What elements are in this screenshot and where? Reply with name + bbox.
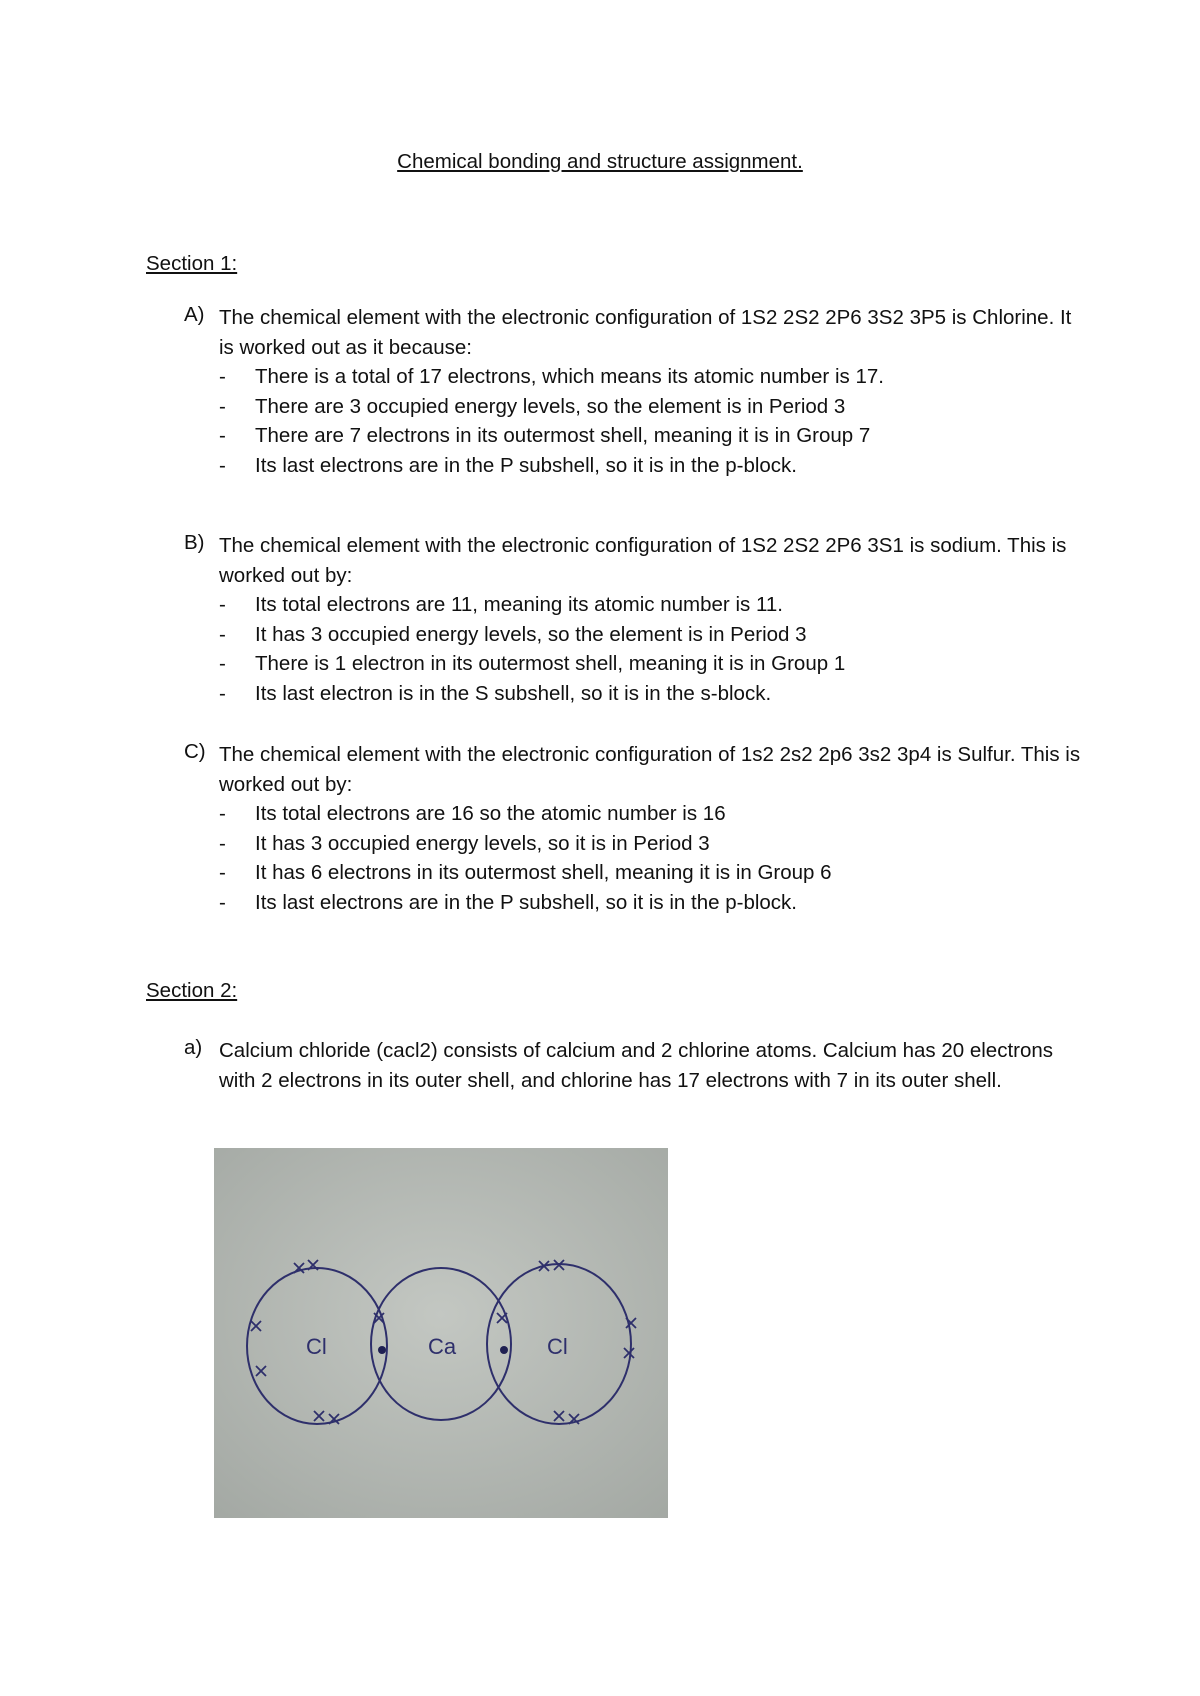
section-2-heading: Section 2:: [146, 979, 238, 1002]
bullet-list: [184, 799, 1084, 917]
list-item: - It has 6 electrons in its outermost shell, meaning it is in Group 6: [219, 861, 832, 884]
section-2-item-a: [184, 1036, 1084, 1095]
item-marker: a): [184, 1036, 203, 1059]
item-marker: C): [184, 740, 206, 763]
calcium-electron-dot: [378, 1346, 386, 1354]
item-marker: A): [184, 303, 205, 326]
list-item: - There is 1 electron in its outermost shell, meaning it is in Group 1: [219, 652, 846, 675]
calcium-electron-dot: [500, 1346, 508, 1354]
list-item: - Its last electron is in the S subshell, so it is in the s-block.: [219, 681, 772, 705]
left-chlorine-label: Cl: [306, 1334, 327, 1359]
list-item: - There is a total of 17 electrons, which means its atomic number is 17.: [219, 365, 884, 388]
bullet-list: [184, 362, 1084, 480]
item-marker: B): [184, 531, 205, 554]
paper-background: [214, 1148, 668, 1518]
item-paragraph: The chemical element with the electronic configuration of 1S2 2S2 2P6 3S2 3P5 is Chlorine. It is worked out as it because:: [219, 306, 1072, 359]
list-item: - There are 7 electrons in its outermost shell, meaning it is in Group 7: [219, 424, 871, 447]
list-item: - Its last electrons are in the P subshell, so it is in the p-block.: [219, 890, 797, 914]
item-paragraph: The chemical element with the electronic configuration of 1s2 2s2 2p6 3s2 3p4 is Sulfur. This is worked out by:: [219, 743, 1081, 796]
list-item: - It has 3 occupied energy levels, so the element is in Period 3: [219, 622, 807, 646]
list-item: - Its total electrons are 11, meaning its atomic number is 11.: [219, 593, 783, 616]
section-1-item-b: [184, 531, 1084, 708]
list-item: - Its last electrons are in the P subshell, so it is in the p-block.: [219, 453, 797, 477]
document-title: Chemical bonding and structure assignment.: [397, 150, 803, 173]
section-1-heading: Section 1:: [146, 252, 238, 275]
calcium-label: Ca: [428, 1334, 457, 1359]
list-item: - Its total electrons are 16 so the atomic number is 16: [219, 802, 726, 825]
list-item: - There are 3 occupied energy levels, so the element is in Period 3: [219, 394, 846, 418]
dot-cross-diagram-photo: [214, 1148, 668, 1518]
list-item: - It has 3 occupied energy levels, so it is in Period 3: [219, 831, 710, 855]
section-1-item-a: [184, 303, 1084, 480]
item-paragraph: The chemical element with the electronic configuration of 1S2 2S2 2P6 3S1 is sodium. This is worked out by:: [219, 534, 1067, 587]
item-paragraph: Calcium chloride (cacl2) consists of calcium and 2 chlorine atoms. Calcium has 20 electrons with 2 electrons in its outer shell, and chlorine has 17 electrons with 7 in its outer shell.: [219, 1039, 1054, 1092]
section-1-item-c: [184, 740, 1084, 917]
dot-cross-diagram: [214, 1148, 668, 1518]
right-chlorine-label: Cl: [547, 1334, 568, 1359]
bullet-list: [184, 590, 1084, 708]
